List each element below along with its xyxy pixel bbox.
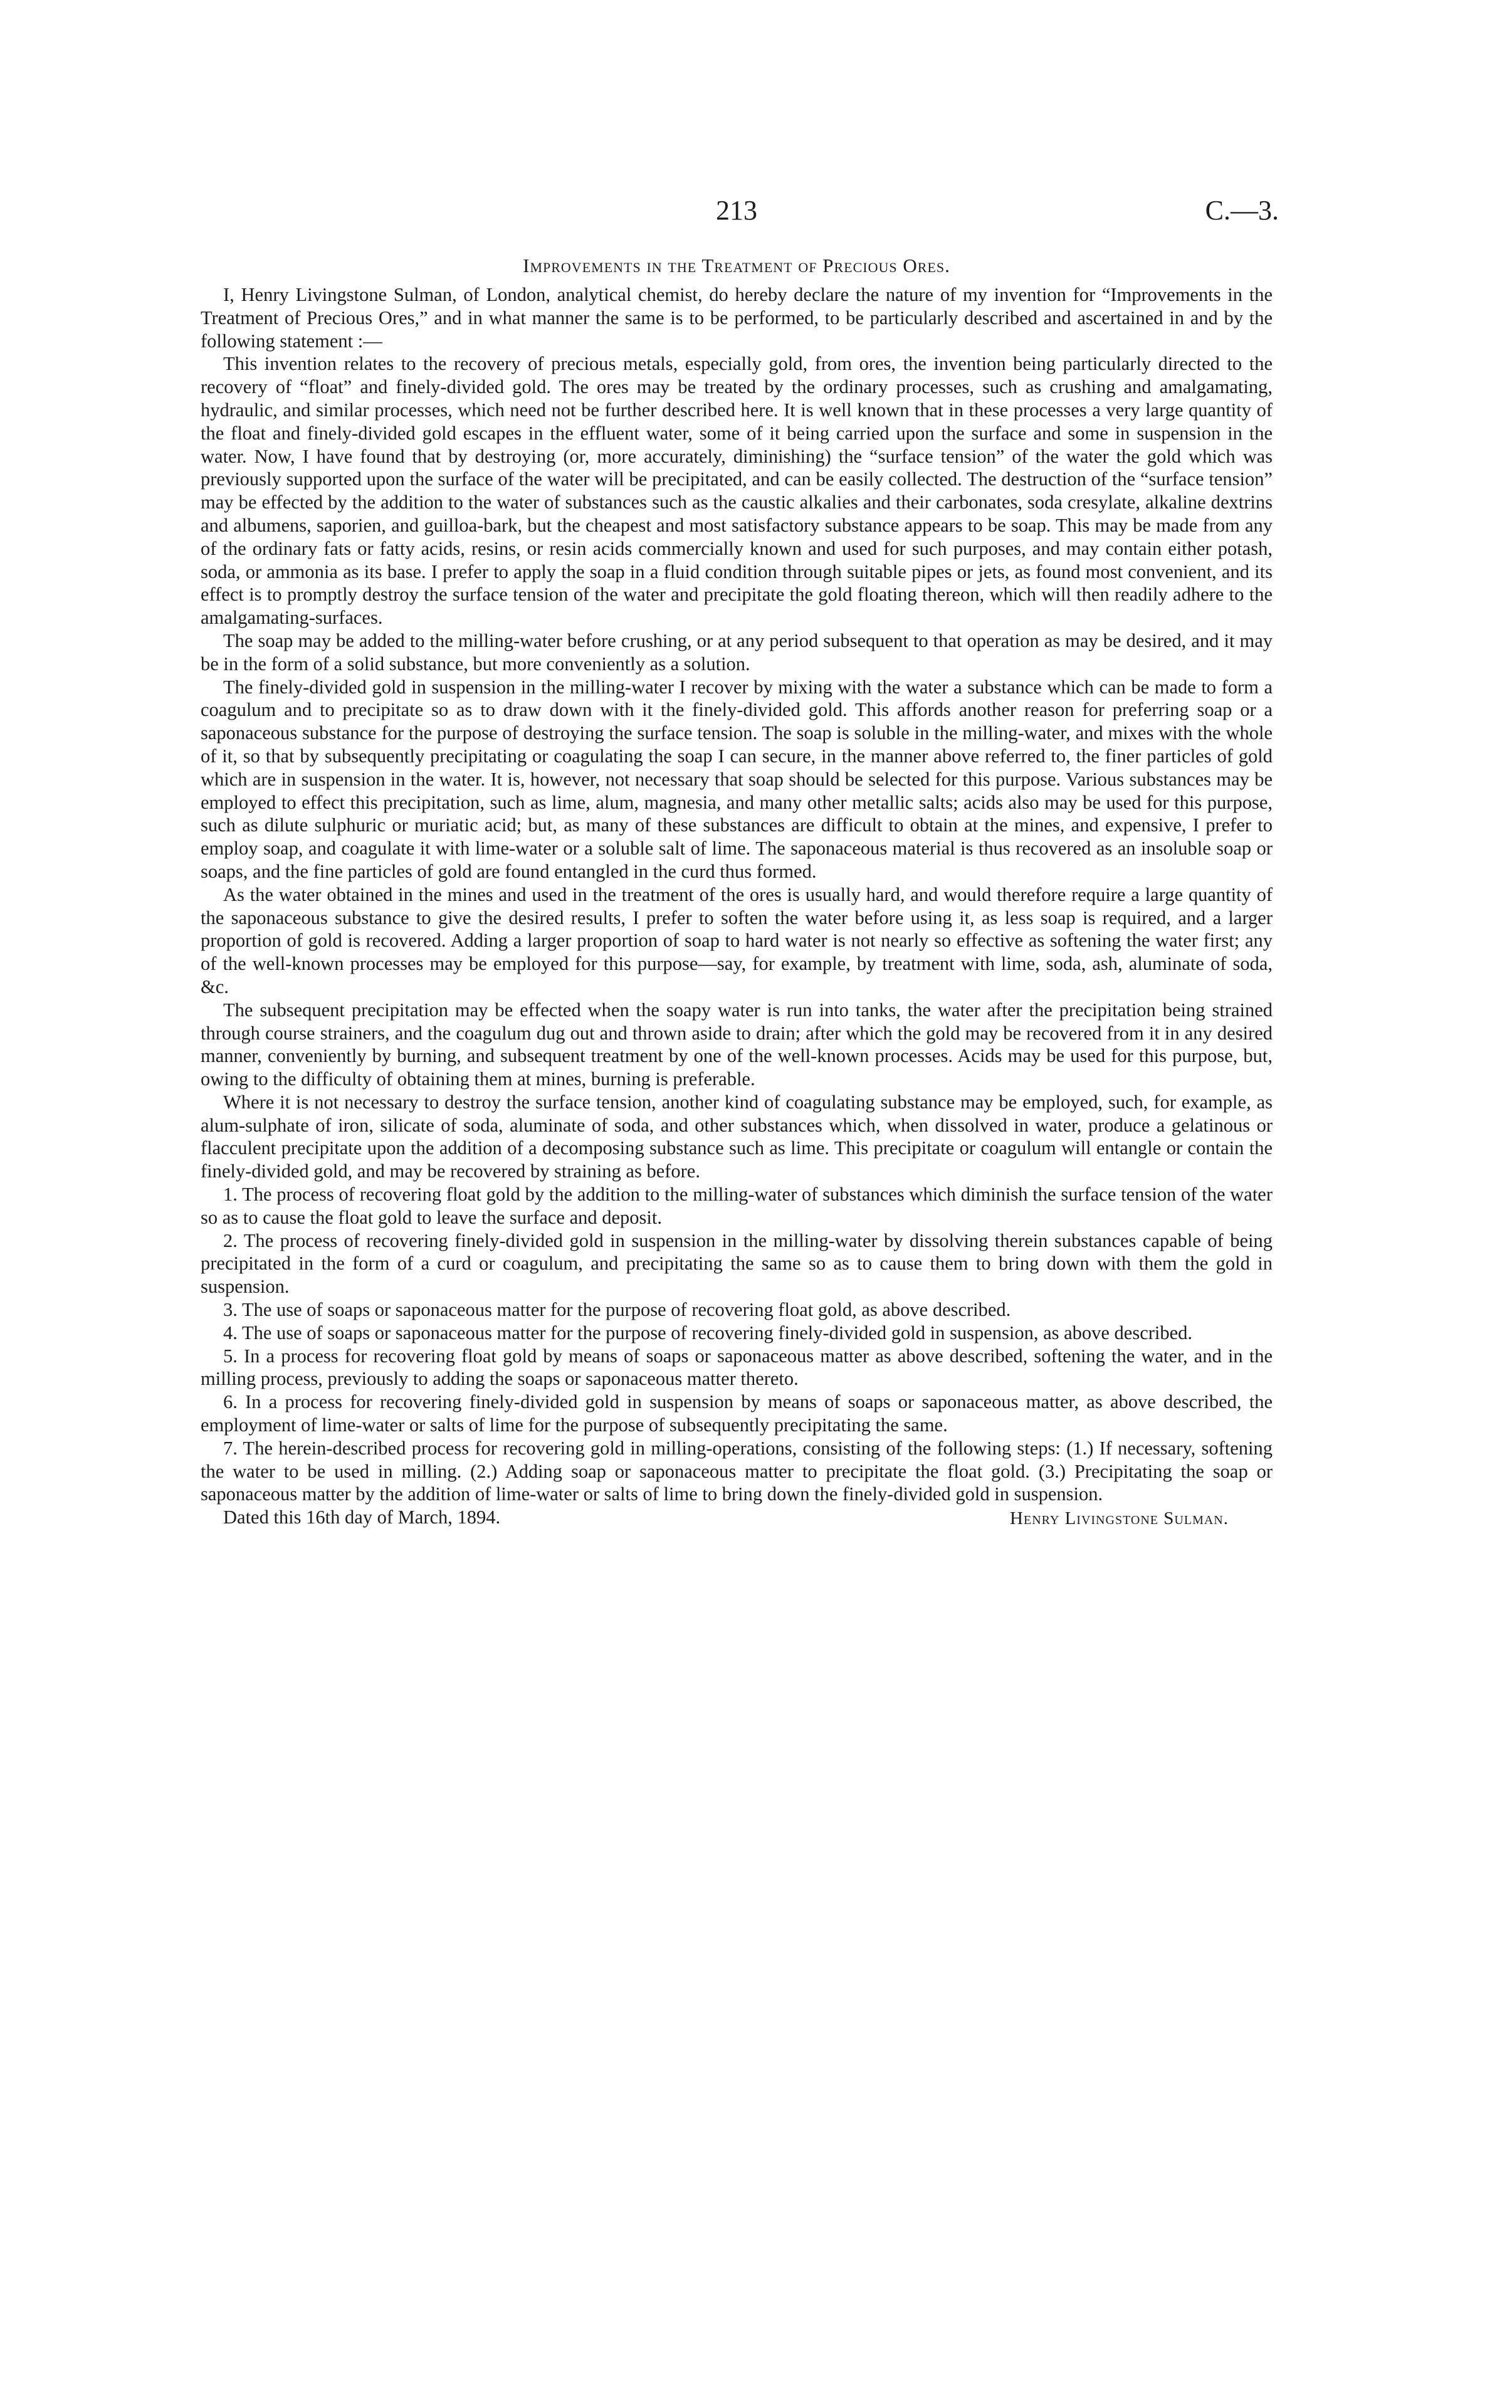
claim-7: 7. The herein-described process for recovering gold in milling-operations, consisting of the following steps: (1.) If necessary, softening the water to be used in milling. (2.) Adding soap or saponaceous matter to precipitate the float gold. (3.) Precipitating the soap or saponaceous matter by the addition of lime-water or salts of lime to bring down the finely-divided gold in suspension.: [201, 1437, 1273, 1505]
paragraph-coagulating: Where it is not necessary to destroy the surface tension, another kind of coagulating substance may be employed, such, for example, as alum-sulphate of iron, silicate of soda, aluminate of soda, and other substances which, when dissolved in water, produce a gelatinous or flacculent precipitate upon the addition of a decomposing substance such as lime. This precipitate or coagulum will entangle or contain the finely-divided gold, and may be recovered by straining as before.: [201, 1091, 1273, 1182]
paragraph-suspension: The finely-divided gold in suspension in the milling-water I recover by mixing with the water a substance which can be made to form a coagulum and to precipitate so as to draw down with it the finely-divided gold. This affords another reason for preferring soap or a saponaceous substance for the purpose of destroying the surface tension. The soap is soluble in the milling-water, and mixes with the whole of it, so that by subsequently precipitating or coagulating the soap I can secure, in the manner above referred to, the finer particles of gold which are in suspension in the water. It is, however, not necessary that soap should be selected for this purpose. Various substances may be employed to effect this precipitation, such as lime, alum, magnesia, and many other metallic salts; acids also may be used for this purpose, such as dilute sulphuric or muriatic acid; but, as many of these substances are difficult to obtain at the mines, and expensive, I prefer to employ soap, and coagulate it with lime-water or a soluble salt of lime. The saponaceous material is thus recovered as an insoluble soap or soaps, and the fine particles of gold are found entangled in the curd thus formed.: [201, 676, 1273, 882]
section-title: Improvements in the Treatment of Precious Ores.: [523, 255, 950, 276]
claim-4: 4. The use of soaps or saponaceous matter for the purpose of recovering finely-divided gold in suspension, as above described.: [223, 1322, 1193, 1343]
paragraph-soap-addition: The soap may be added to the milling-water before crushing, or at any period subsequent to that operation as may be desired, and it may be in the form of a solid substance, but more conveniently as a solution.: [201, 629, 1273, 675]
claim-6: 6. In a process for recovering finely-divided gold in suspension by means of soaps or saponaceous matter, as above described, the employment of lime-water or salts of lime for the purpose of subsequently precipitating the same.: [201, 1391, 1273, 1436]
running-head: [201, 194, 1279, 251]
series-reference: C.—3.: [1205, 195, 1279, 226]
date-line: Dated this 16th day of March, 1894.: [223, 1506, 501, 1528]
paragraph-water-softening: As the water obtained in the mines and used in the treatment of the ores is usually hard, and would therefore require a large quantity of the saponaceous substance to give the desired results, I prefer to soften the water before using it, as less soap is required, and a larger proportion of gold is recovered. Adding a larger proportion of soap to hard water is not nearly so effective as softening the water first; any of the well-known processes may be employed for this purpose—say, for example, by treatment with lime, soda, ash, aluminate of soda, &c.: [201, 883, 1273, 997]
signature: Henry Livingstone Sulman.: [1010, 1508, 1229, 1529]
page-number: 213: [716, 195, 757, 226]
signoff: [201, 1506, 1273, 1531]
claim-2: 2. The process of recovering finely-divided gold in suspension in the milling-water by dissolving therein substances capable of being precipitated in the form of a curd or coagulum, and precipitating the same so as to cause them to bring down with them the gold in suspension.: [201, 1229, 1273, 1298]
paragraph-invention: This invention relates to the recovery of precious metals, especially gold, from ores, the invention being particularly directed to the recovery of “float” and finely-divided gold. The ores may be treated by the ordinary processes, such as crushing and amalgamating, hydraulic, and similar processes, which need not be further described here. It is well known that in these processes a very large quantity of the float and finely-divided gold escapes in the effluent water, some of it being carried upon the surface and some in suspension in the water. Now, I have found that by destroying (or, more accurately, diminishing) the “surface tension” of the water the gold which was previously supported upon the surface of the water will be precipitated, and can be easily collected. The destruction of the “surface tension” may be effected by the addition to the water of substances such as the caustic alkalies and their carbonates, soda cresylate, alkaline dextrins and albumens, saporien, and guilloa-bark, but the cheapest and most satisfactory substance appears to be soap. This may be made from any of the ordinary fats or fatty acids, resins, or resin acids commercially known and used for such purposes, and may contain either potash, soda, or ammonia as its base. I prefer to apply the soap in a fluid condition through suitable pipes or jets, as found most convenient, and its effect is to promptly destroy the surface tension of the water and precipitate the gold floating thereon, which will then readily adhere to the amalgamating-surfaces.: [201, 353, 1273, 629]
claim-5: 5. In a process for recovering float gold by means of soaps or saponaceous matter as above described, softening the water, and in the milling process, previously to adding the soaps or saponaceous matter thereto.: [201, 1345, 1273, 1390]
document-page: [201, 194, 1279, 1531]
paragraph-declaration: I, Henry Livingstone Sulman, of London, analytical chemist, do hereby declare the nature of my invention for “Improvements in the Treatment of Precious Ores,” and in what manner the same is to be performed, to be particularly described and ascertained in and by the following statement :—: [201, 284, 1273, 352]
paragraph-precipitation: The subsequent precipitation may be effected when the soapy water is run into tanks, the water after the precipitation being strained through course strainers, and the coagulum dug out and thrown aside to drain; after which the gold may be recovered from it in any desired manner, conveniently by burning, and subsequent treatment by one of the well-known processes. Acids may be used for this purpose, but, owing to the difficulty of obtaining them at mines, burning is preferable.: [201, 999, 1273, 1090]
claim-1: 1. The process of recovering float gold by the addition to the milling-water of substances which diminish the surface tension of the water so as to cause the float gold to leave the surface and deposit.: [201, 1184, 1273, 1228]
claim-3: 3. The use of soaps or saponaceous matter for the purpose of recovering float gold, as above described.: [223, 1299, 1011, 1321]
